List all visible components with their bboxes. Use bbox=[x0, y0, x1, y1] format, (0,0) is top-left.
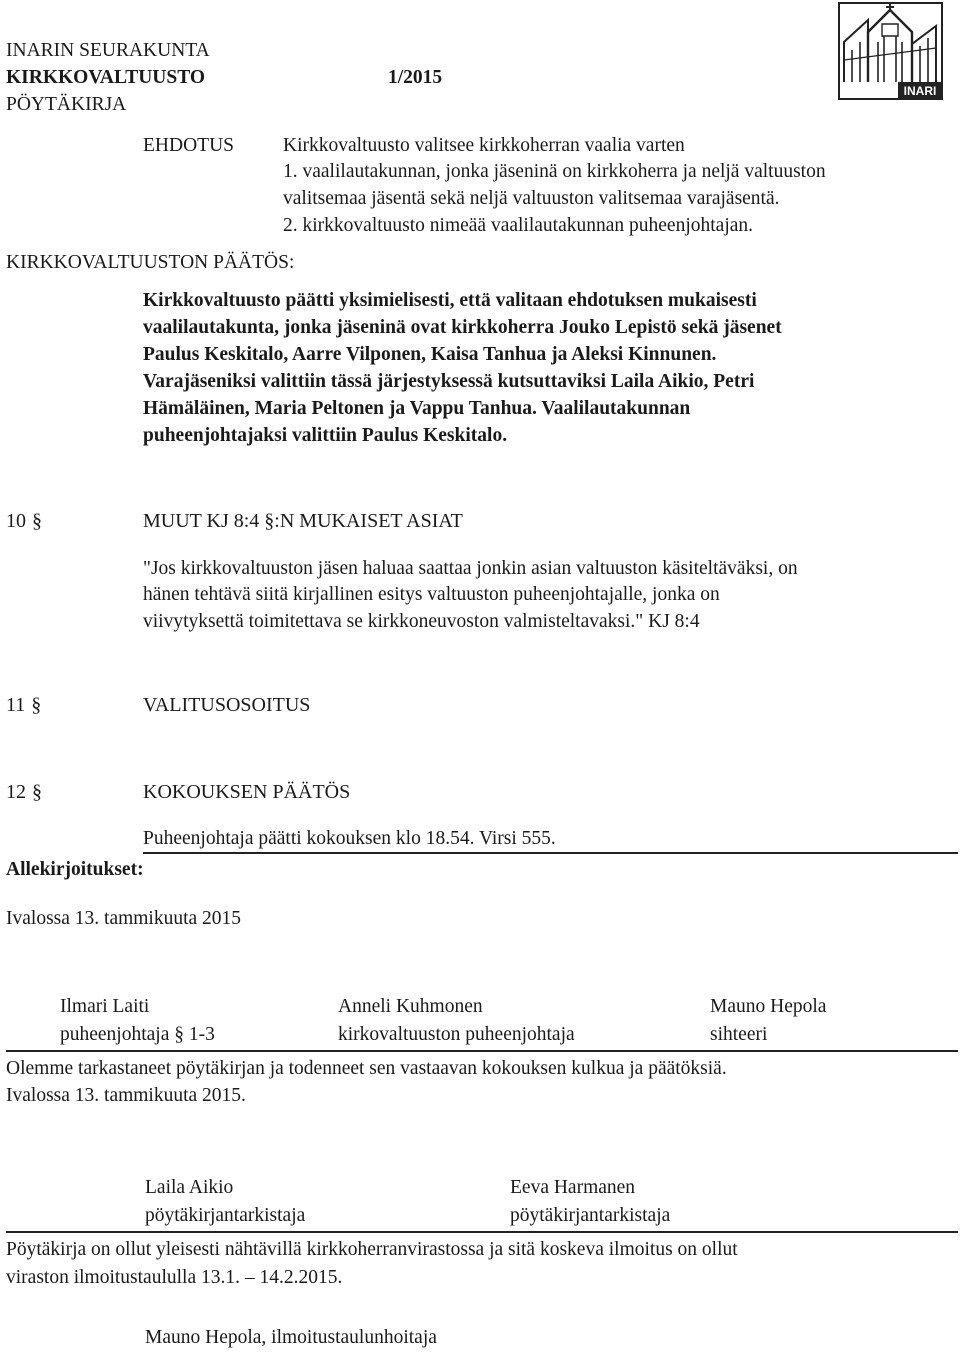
decision-line-1: Kirkkovaltuusto päätti yksimielisesti, että valitaan ehdotuksen mukaisesti bbox=[143, 290, 757, 311]
signer-2-role: kirkovaltuuston puheenjohtaja bbox=[338, 1024, 575, 1045]
section-symbol: § bbox=[32, 781, 42, 803]
notice-signer: Mauno Hepola, ilmoitustaulunhoitaja bbox=[145, 1327, 437, 1348]
session-number: 1/2015 bbox=[388, 67, 443, 88]
review-place-date: Ivalossa 13. tammikuuta 2015. bbox=[6, 1085, 246, 1106]
proposal-line-3: valitsemaa jäsentä sekä neljä valtuuston valitsemaa varajäsentä. bbox=[283, 188, 780, 209]
review-divider bbox=[6, 1050, 958, 1052]
section-10-title: MUUT KJ 8:4 §:N MUKAISET ASIAT bbox=[143, 510, 463, 532]
org-name: INARIN SEURAKUNTA bbox=[6, 40, 210, 61]
notice-divider bbox=[6, 1231, 958, 1233]
section-symbol: § bbox=[32, 510, 42, 532]
signature-divider bbox=[143, 852, 958, 854]
body-name: KIRKKOVALTUUSTO bbox=[6, 67, 206, 88]
proposal-line-1: Kirkkovaltuusto valitsee kirkkoherran vaalia varten bbox=[283, 135, 685, 156]
logo-text: INARI bbox=[903, 84, 937, 98]
review-statement: Olemme tarkastaneet pöytäkirjan ja todenneet sen vastaavan kokouksen kulkua ja päätöksiä. bbox=[6, 1058, 727, 1079]
signer-3-role: sihteeri bbox=[710, 1024, 768, 1045]
section-10-line-2: hänen tehtävä siitä kirjallinen esitys valtuuston puheenjohtajalle, jonka on bbox=[143, 584, 720, 605]
section-11-heading bbox=[6, 692, 41, 718]
section-11-number: 11 bbox=[6, 694, 26, 716]
notice-line-2: viraston ilmoitustaululla 13.1. – 14.2.2015. bbox=[6, 1267, 343, 1288]
section-symbol: § bbox=[31, 694, 42, 716]
decision-line-5: Hämäläinen, Maria Peltonen ja Vappu Tanhua. Vaalilautakunnan bbox=[143, 398, 691, 419]
section-10-line-1: "Jos kirkkovaltuuston jäsen haluaa saattaa jonkin asian valtuuston käsiteltäväksi, on bbox=[143, 558, 798, 579]
signer-1-name: Ilmari Laiti bbox=[60, 996, 150, 1017]
section-10-line-3: viivytyksettä toimitettava se kirkkoneuvoston valmisteltavaksi." KJ 8:4 bbox=[143, 611, 700, 632]
decision-line-3: Paulus Keskitalo, Aarre Vilponen, Kaisa Tanhua ja Aleksi Kinnunen. bbox=[143, 344, 717, 365]
section-10-heading bbox=[6, 508, 42, 534]
reviewer-1-role: pöytäkirjantarkistaja bbox=[145, 1205, 306, 1226]
proposal-label: EHDOTUS bbox=[143, 135, 234, 156]
section-12-title: KOKOUKSEN PÄÄTÖS bbox=[143, 781, 351, 803]
reviewer-1-name: Laila Aikio bbox=[145, 1177, 234, 1198]
section-11-title: VALITUSOSOITUS bbox=[143, 694, 311, 716]
signer-3-name: Mauno Hepola bbox=[710, 996, 827, 1017]
inari-parish-logo bbox=[838, 2, 943, 100]
reviewer-2-role: pöytäkirjantarkistaja bbox=[510, 1205, 671, 1226]
signer-2-name: Anneli Kuhmonen bbox=[338, 996, 483, 1017]
notice-line-1: Pöytäkirja on ollut yleisesti nähtävillä kirkkoherranvirastossa ja sitä koskeva ilmoitus on ollut bbox=[6, 1239, 738, 1260]
decision-line-2: vaalilautakunta, jonka jäseninä ovat kirkkoherra Jouko Lepistö sekä jäsenet bbox=[143, 317, 782, 338]
decision-line-4: Varajäseniksi valittiin tässä järjestyksessä kutsuttaviksi Laila Aikio, Petri bbox=[143, 371, 755, 392]
proposal-line-2: 1. vaalilautakunnan, jonka jäseninä on kirkkoherra ja neljä valtuuston bbox=[283, 161, 826, 182]
signer-1-role: puheenjohtaja § 1-3 bbox=[60, 1024, 215, 1045]
proposal-line-4: 2. kirkkovaltuusto nimeää vaalilautakunnan puheenjohtajan. bbox=[283, 215, 754, 236]
section-12-number: 12 bbox=[6, 781, 26, 803]
section-10-number: 10 bbox=[6, 510, 26, 532]
reviewer-2-name: Eeva Harmanen bbox=[510, 1177, 636, 1198]
section-12-heading bbox=[6, 779, 42, 805]
decision-line-6: puheenjohtajaksi valittiin Paulus Keskitalo. bbox=[143, 425, 508, 446]
signatures-label: Allekirjoitukset: bbox=[6, 859, 144, 880]
decision-label: KIRKKOVALTUUSTON PÄÄTÖS: bbox=[6, 252, 295, 273]
section-12-text: Puheenjohtaja päätti kokouksen klo 18.54. Virsi 555. bbox=[143, 828, 556, 849]
document-type: PÖYTÄKIRJA bbox=[6, 94, 127, 115]
signatures-place-date: Ivalossa 13. tammikuuta 2015 bbox=[6, 908, 242, 929]
